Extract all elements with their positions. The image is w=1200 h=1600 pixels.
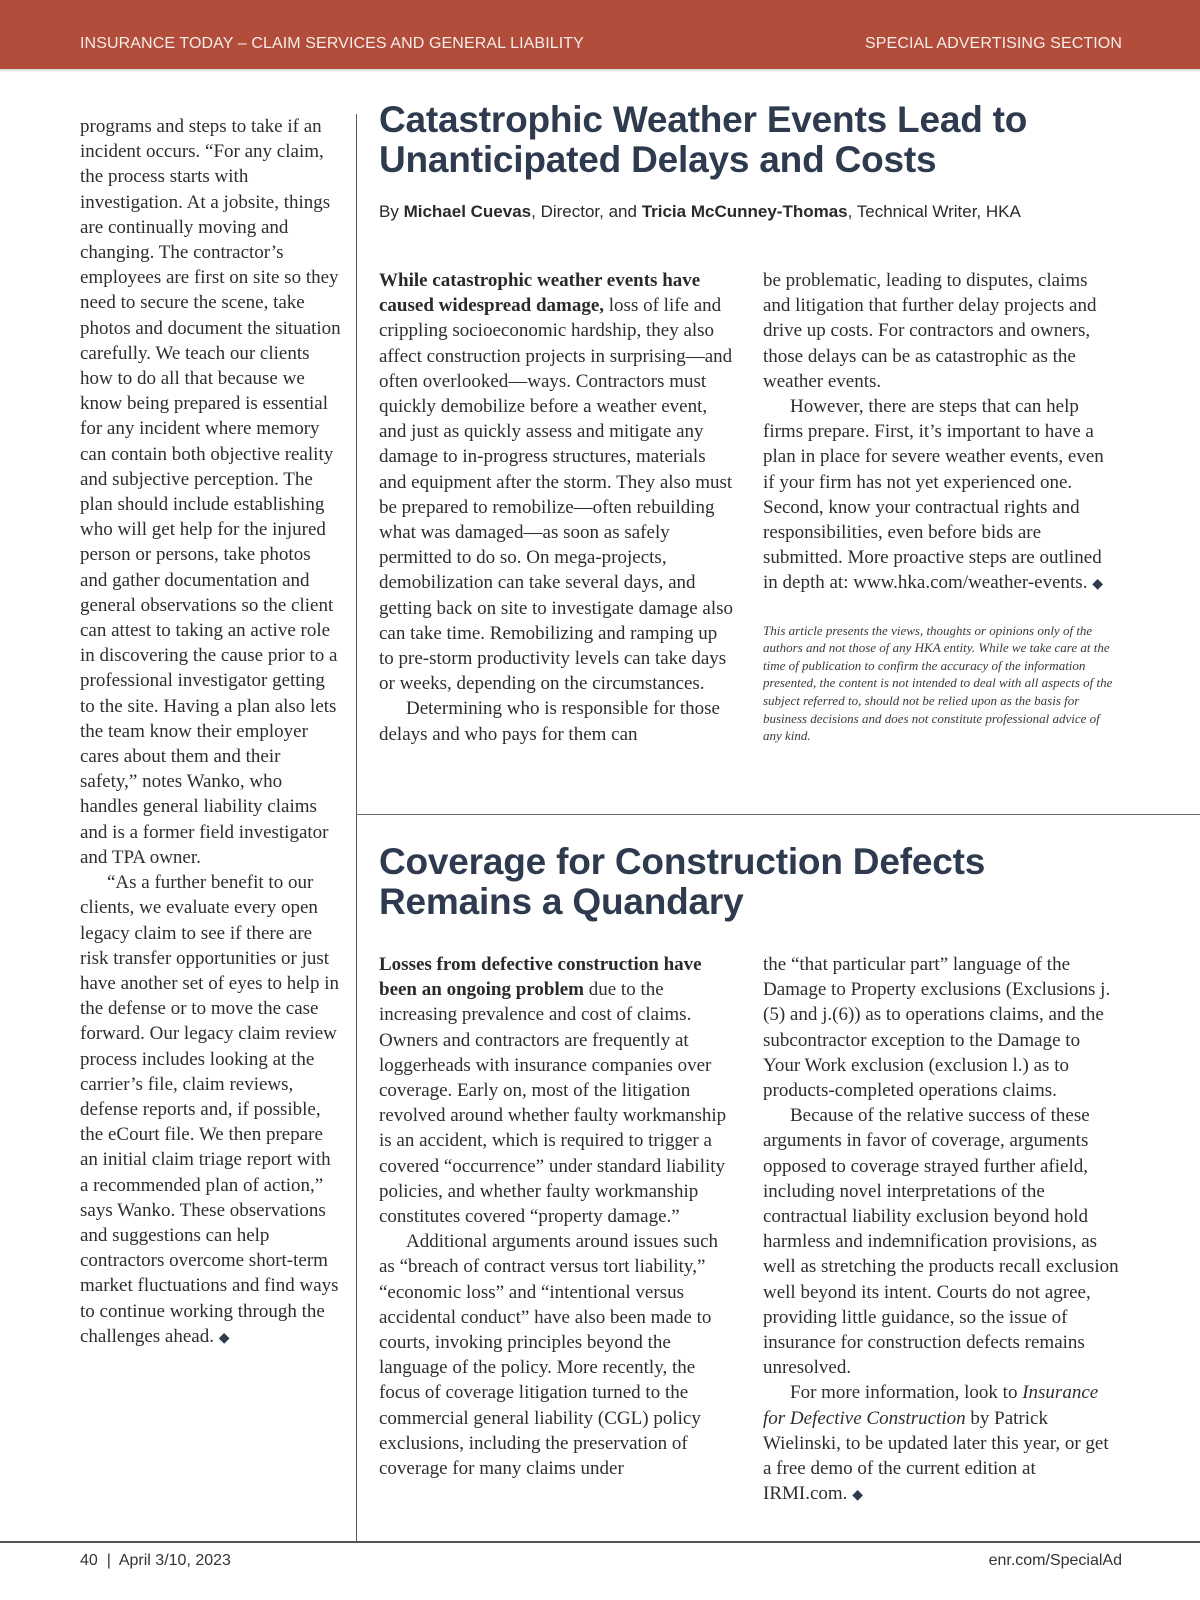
body-paragraph: “As a further benefit to our clients, we evaluate every open legacy claim to see if there are risk transfer opportunities or just have another set of eyes to help in the defense or to move the case forward. Our legacy claim review process includes looking at the carrier’s file, claim reviews, defense reports and, if possible, the eCourt file. We then prepare an initial claim triage report with a recommended plan of action,” says Wanko. These observations and suggestions can help contractors overcome short-term market fluctuations and find ways to continue working through the challenges ahead. ◆	[80, 872, 340, 1347]
end-mark-icon: ◆	[852, 1488, 863, 1504]
author-name: Tricia McCunney-Thomas	[641, 202, 848, 221]
body-column	[763, 268, 1119, 745]
body-column	[379, 268, 735, 747]
article-headline: Coverage for Construction Defects Remains a Quandary	[379, 841, 986, 922]
continued-article-column	[80, 114, 342, 1351]
section-header-bar	[0, 0, 1200, 69]
body-column	[379, 952, 735, 1481]
body-paragraph: While catastrophic weather events have caused widespread damage, loss of life and crippling socioeconomic hardship, they also affect construction projects in surprising—and often overlooked—ways. Contractors must quickly demobilize before a weather event, and just as quickly assess and mitigate any damage to in-progress structures, materials and equipment after the storm. They also must be prepared to remobilize—often rebuilding what was damaged—as soon as safely permitted to do so. On mega-projects, demobilization can take several days, and getting back on site to investigate damage also can take time. Remobilizing and ramping up to pre-storm productivity levels can take days or weeks, depending on the circumstances.	[379, 270, 734, 695]
byline: By Michael Cuevas, Director, and Tricia McCunney-Thomas, Technical Writer, HKA	[379, 202, 1021, 221]
author-name: Michael Cuevas	[403, 202, 532, 221]
body-paragraph: be problematic, leading to disputes, claims and litigation that further delay projects and drive up costs. For contractors and owners, those delays can be as catastrophic as the weather events.	[763, 270, 1097, 392]
body-paragraph: However, there are steps that can help firms prepare. First, it’s important to have a plan in place for severe weather events, even if your firm has not yet experienced one. Second, know your contractual rights and responsibilities, even before bids are submitted. More proactive steps are outlined in depth at: www.hka.com/weather-events. ◆	[763, 396, 1104, 594]
article-construction-defects	[379, 841, 1121, 1505]
body-paragraph: Because of the relative success of these arguments in favor of coverage, arguments opposed to coverage strayed further afield, including novel interpretations of the contractual liability exclusion beyond hold harmless and indemnification provisions, as well as stretching the products recall exclusion well beyond its intent. Courts do not agree, providing little guidance, so the issue of insurance for construction defects remains unresolved.	[763, 1105, 1119, 1379]
section-title: INSURANCE TODAY – CLAIM SERVICES AND GENERAL LIABILITY	[80, 35, 584, 52]
lead-in: While catastrophic weather events have caused widespread damage,	[379, 270, 701, 317]
page-number-date: 40 | April 3/10, 2023	[80, 1552, 231, 1569]
lead-in: Losses from defective construction have been an ongoing problem	[379, 954, 702, 1001]
footer-url[interactable]: enr.com/SpecialAd	[988, 1552, 1122, 1569]
body-paragraph: Losses from defective construction have been an ongoing problem due to the increasing prevalence and cost of claims. Owners and contractors are frequently at loggerheads with insurance companies over coverage. Early on, most of the litigation revolved around whether faulty workmanship is an accident, which is required to trigger a covered “occurrence” under standard liability policies, and whether faulty workmanship constitutes covered “property damage.”	[379, 954, 727, 1228]
body-paragraph: Additional arguments around issues such as “breach of contract versus tort liability,” “economic loss” and “intentional versus accidental conduct” have also been made to courts, invoking principles beyond the language of the policy. More recently, the focus of coverage litigation turned to the commercial general liability (CGL) policy exclusions, including the preservation of coverage for many claims under	[379, 1231, 719, 1480]
end-mark-icon: ◆	[1092, 577, 1103, 593]
end-mark-icon: ◆	[218, 1330, 230, 1346]
body-paragraph: programs and steps to take if an incident occurs. “For any claim, the process starts with investigation. At a jobsite, things are continually moving and changing. The contractor’s employees are first on site so they need to secure the scene, take photos and document the situation carefully. We teach our clients how to do all that because we know being prepared is essential for any incident where memory can contain both objective reality and subjective perception. The plan should include establishing who will get help for the injured person or persons, take photos and gather documentation and general observations so the client can attest to taking an active role in discovering the cause prior to a professional investigator getting to the site. Having a plan also lets the team know their employer cares about them and their safety,” notes Wanko, who handles general liability claims and is a former field investigator and TPA owner.	[80, 116, 341, 868]
article-headline: Catastrophic Weather Events Lead to Unanticipated Delays and Costs	[379, 99, 1028, 180]
special-advertising-label: SPECIAL ADVERTISING SECTION	[865, 35, 1122, 52]
body-paragraph: Determining who is responsible for those delays and who pays for them can	[379, 698, 720, 745]
book-title: Insurance for Defective Construction	[763, 1382, 1099, 1429]
body-paragraph: the “that particular part” language of the Damage to Property exclusions (Exclusions j.(5) and j.(6)) as to operations claims, and the subcontractor exception to the Damage to Your Work exclusion (exclusion l.) as to products-completed operations claims.	[763, 954, 1111, 1102]
article-weather-events	[379, 99, 1121, 745]
article-divider	[356, 814, 1200, 815]
body-column	[763, 952, 1119, 1508]
footer-rule	[0, 1541, 1200, 1543]
column-divider	[356, 114, 357, 1541]
body-paragraph: For more information, look to Insurance for Defective Construction by Patrick Wielinski, to be updated later this year, or get a free demo of the current edition at IRMI.com. ◆	[763, 1382, 1109, 1505]
disclaimer: This article presents the views, thoughts or opinions only of the authors and not those of any HKA entity. While we take care at the time of publication to confirm the accuracy of the information presented, the content is not intended to deal with all aspects of the subject referred to, should not be relied upon as the basis for business decisions and does not constitute professional advice of any kind.	[763, 622, 1113, 744]
